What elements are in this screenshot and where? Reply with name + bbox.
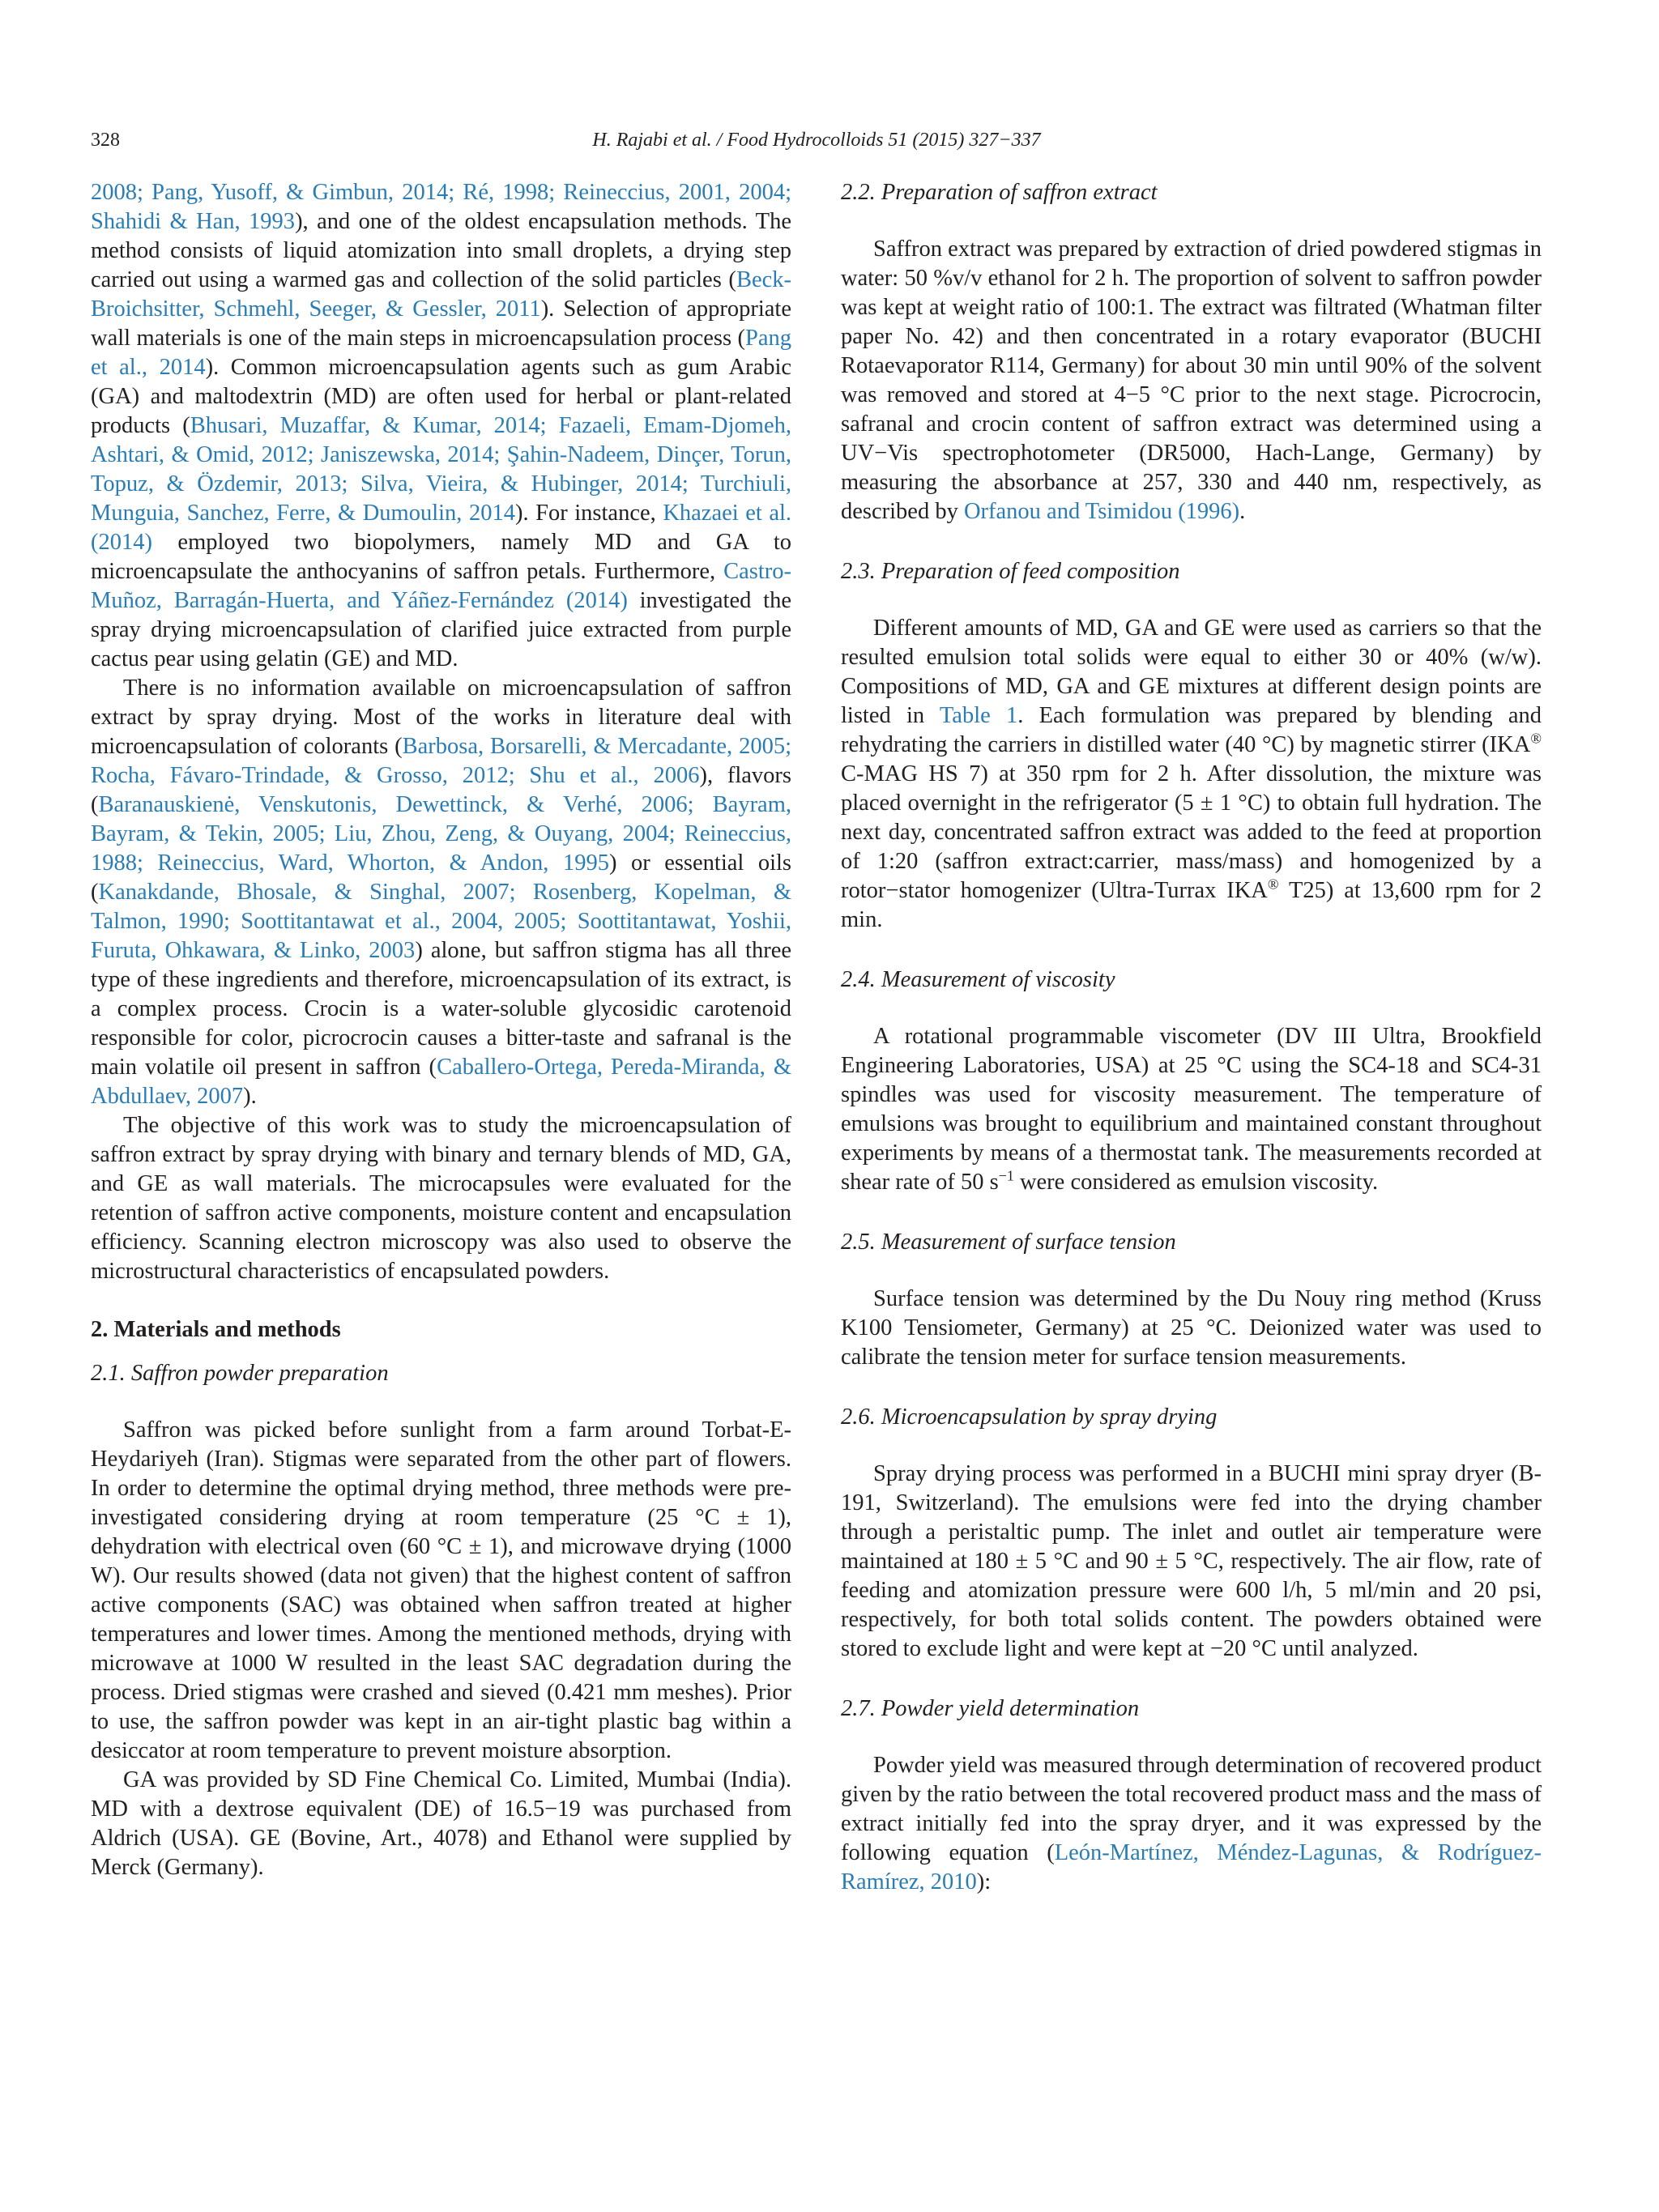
subsection-heading: 2.4. Measurement of viscosity [841, 967, 1115, 992]
page-header [91, 130, 1542, 159]
subsection-heading: 2.3. Preparation of feed composition [841, 559, 1180, 584]
citation-link[interactable]: Baranauskienė, Venskutonis, Dewettinck, & Verhé, 2006; Bayram, Bayram, & Tekin, 2005; Liu, Zhou, Zeng, & Ouyang, 2004; Reineccius, 1988; Reineccius, Ward, Whorton, & Andon, 1995 [91, 792, 791, 876]
body-paragraph: Powder yield was measured through determination of recovered product given by the ratio between the total recovered product mass and the mass of extract initially fed into the spray dryer, and it was expressed by the following equation (León-Martínez, Méndez-Lagunas, & Rodríguez-Ramírez, 2010): [841, 1753, 1542, 1894]
registered-mark: ® [1530, 730, 1542, 747]
intro-paragraph-1: 2008; Pang, Yusoff, & Gimbun, 2014; Ré, 1998; Reineccius, 2001, 2004; Shahidi & Han, 1993), and one of the oldest encapsulation methods. The method consists of liquid atomization into small droplets, a drying step carried out using a warmed gas and collection of the solid particles (Beck-Broichsitter, Schmehl, Seeger, & Gessler, 2011). Selection of appropriate wall materials is one of the main steps in microencapsulation process (Pang et al., 2014). Common microencapsulation agents such as gum Arabic (GA) and maltodextrin (MD) are often used for herbal or plant-related products (Bhusari, Muzaffar, & Kumar, 2014; Fazaeli, Emam-Djomeh, Ashtari, & Omid, 2012; Janiszewska, 2014; Şahin-Nadeem, Dinçer, Torun, Topuz, & Özdemir, 2013; Silva, Vieira, & Hubinger, 2014; Turchiuli, Munguia, Sanchez, Ferre, & Dumoulin, 2014). For instance, Khazaei et al. (2014) employed two biopolymers, namely MD and GA to microencapsulate the anthocyanins of saffron petals. Furthermore, Castro-Muñoz, Barragán-Huerta, and Yáñez-Fernández (2014) investigated the spray drying microencapsulation of clarified juice extracted from purple cactus pear using gelatin (GE) and MD. [91, 180, 792, 671]
page-number: 328 [91, 130, 120, 151]
citation-link[interactable]: Caballero-Ortega, Pereda-Miranda, & Abdullaev, 2007 [91, 1055, 791, 1109]
citation-link[interactable]: Kanakdande, Bhosale, & Singhal, 2007; Rosenberg, Kopelman, & Talmon, 1990; Soottitantawat et al., 2004, 2005; Soottitantawat, Yoshii, Furuta, Ohkawara, & Linko, 2003 [91, 880, 791, 963]
intro-paragraph-2: There is no information available on microencapsulation of saffron extract by spray drying. Most of the works in literature deal with microencapsulation of colorants (Barbosa, Borsarelli, & Mercadante, 2005; Rocha, Fávaro-Trindade, & Grosso, 2012; Shu et al., 2006), flavors (Baranauskienė, Venskutonis, Dewettinck, & Verhé, 2006; Bayram, Bayram, & Tekin, 2005; Liu, Zhou, Zeng, & Ouyang, 2004; Reineccius, 1988; Reineccius, Ward, Whorton, & Andon, 1995) or essential oils (Kanakdande, Bhosale, & Singhal, 2007; Rosenberg, Kopelman, & Talmon, 1990; Soottitantawat et al., 2004, 2005; Soottitantawat, Yoshii, Furuta, Ohkawara, & Linko, 2003) alone, but saffron stigma has all three type of these ingredients and therefore, microencapsulation of its extract, is a complex process. Crocin is a water-soluble glycosidic carotenoid responsible for color, picrocrocin causes a bitter-taste and safranal is the main volatile oil present in saffron (Caballero-Ortega, Pereda-Miranda, & Abdullaev, 2007). [91, 676, 792, 1109]
subsection-heading: 2.6. Microencapsulation by spray drying [841, 1404, 1218, 1430]
citation-link[interactable]: Barbosa, Borsarelli, & Mercadante, 2005; Rocha, Fávaro-Trindade, & Grosso, 2012; Shu et al., 2006 [91, 734, 791, 788]
citation-link[interactable]: Pang et al., 2014 [91, 326, 791, 380]
citation-link[interactable]: Castro-Muñoz, Barragán-Huerta, and Yáñez-Fernández (2014) [91, 559, 791, 613]
exponent: −1 [998, 1167, 1014, 1184]
body-paragraph: Different amounts of MD, GA and GE were used as carriers so that the resulted emulsion total solids were equal to either 30 or 40% (w/w). Compositions of MD, GA and GE mixtures at different design points are listed in Table 1. Each formulation was prepared by blending and rehydrating the carriers in distilled water (40 °C) by magnetic stirrer (IKA® C-MAG HS 7) at 350 rpm for 2 h. After dissolution, the mixture was placed overnight in the refrigerator (5 ± 1 °C) to obtain full hydration. The next day, concentrated saffron extract was added to the feed at proportion of 1:20 (saffron extract:carrier, mass/mass) and homogenized by a rotor−stator homogenizer (Ultra-Turrax IKA® T25) at 13,600 rpm for 2 min. [841, 616, 1542, 932]
citation-link[interactable]: Bhusari, Muzaffar, & Kumar, 2014; Fazaeli, Emam-Djomeh, Ashtari, & Omid, 2012; Janiszewska, 2014; Şahin-Nadeem, Dinçer, Torun, Topuz, & Özdemir, 2013; Silva, Vieira, & Hubinger, 2014; Turchiuli, Munguia, Sanchez, Ferre, & Dumoulin, 2014 [91, 413, 791, 526]
subsection-heading: 2.1. Saffron powder preparation [91, 1361, 389, 1386]
subsection-heading: 2.7. Powder yield determination [841, 1696, 1140, 1721]
right-column [841, 178, 1542, 1897]
body-paragraph: Spray drying process was performed in a BUCHI mini spray dryer (B-191, Switzerland). The emulsions were fed into the drying chamber through a peristaltic pump. The inlet and outlet air temperature were maintained at 180 ± 5 °C and 90 ± 5 °C, respectively. The air flow, rate of feeding and atomization pressure were 600 l/h, 5 ml/min and 20 psi, respectively, for both total solids content. The powders obtained were stored to exclude light and were kept at −20 °C until analyzed. [841, 1461, 1542, 1661]
body-paragraph: A rotational programmable viscometer (DV III Ultra, Brookfield Engineering Laboratories, USA) at 25 °C using the SC4-18 and SC4-31 spindles was used for viscosity measurement. The temperature of emulsions was brought to equilibrium and maintained constant throughout experiments by means of a thermostat tank. The measurements recorded at shear rate of 50 $s^{-1}$ were considered as emulsion viscosity. [841, 1024, 1542, 1195]
running-title: H. Rajabi et al. / Food Hydrocolloids 51 (2015) 327−337 [592, 130, 1041, 151]
subsection-heading: 2.2. Preparation of saffron extract [841, 180, 1158, 205]
citation-link[interactable]: León-Martínez, Méndez-Lagunas, & Rodríguez-Ramírez, 2010 [841, 1840, 1542, 1894]
subsection-heading: 2.5. Measurement of surface tension [841, 1230, 1176, 1255]
section-heading: 2. Materials and methods [91, 1317, 341, 1342]
registered-mark: ® [1267, 876, 1279, 893]
citation-link[interactable]: 2008; Pang, Yusoff, & Gimbun, 2014; Ré, 1998; Reineccius, 2001, 2004; Shahidi & Han, 1993 [91, 180, 791, 234]
body-paragraph: Saffron extract was prepared by extraction of dried powdered stigmas in water: 50 %v/v ethanol for 2 h. The proportion of solvent to saffron powder was kept at weight ratio of 100:1. The extract was filtrated (Whatman filter paper No. 42) and then concentrated in a rotary evaporator (BUCHI Rotaevaporator R114, Germany) for about 30 min until 90% of the solvent was removed and stored at 4−5 °C prior to the next stage. Picrocrocin, safranal and crocin content of saffron extract was determined using a UV−Vis spectrophotometer (DR5000, Hach-Lange, Germany) by measuring the absorbance at 257, 330 and 440 nm, respectively, as described by Orfanou and Tsimidou (1996). [841, 237, 1542, 524]
table-link[interactable]: Table 1 [939, 703, 1018, 728]
left-column [91, 178, 791, 1882]
body-paragraph: Saffron was picked before sunlight from a farm around Torbat-E-Heydariyeh (Iran). Stigmas were separated from the other part of flowers. In order to determine the optimal drying method, three methods were pre-investigated considering drying at room temperature (25 °C ± 1), dehydration with electrical oven (60 °C ± 1), and microwave drying (1000 W). Our results showed (data not given) that the highest content of saffron active components (SAC) was obtained when saffron treated at higher temperatures and lower times. Among the mentioned methods, drying with microwave at 1000 W resulted in the least SAC degradation during the process. Dried stigmas were crashed and sieved (0.421 mm meshes). Prior to use, the saffron powder was kept in an air-tight plastic bag within a desiccator at room temperature to prevent moisture absorption. [91, 1417, 791, 1763]
citation-link[interactable]: Beck-Broichsitter, Schmehl, Seeger, & Gessler, 2011 [91, 267, 791, 322]
citation-link[interactable]: Orfanou and Tsimidou (1996) [963, 499, 1240, 524]
intro-paragraph-3: The objective of this work was to study the microencapsulation of saffron extract by spray drying with binary and ternary blends of MD, GA, and GE as wall materials. The microcapsules were evaluated for the retention of saffron active components, moisture content and encapsulation efficiency. Scanning electron microscopy was also used to observe the microstructural characteristics of encapsulated powders. [91, 1113, 791, 1284]
citation-link[interactable]: Khazaei et al. (2014) [91, 501, 792, 555]
body-paragraph: GA was provided by SD Fine Chemical Co. Limited, Mumbai (India). MD with a dextrose equivalent (DE) of 16.5−19 was purchased from Aldrich (USA). GE (Bovine, Art., 4078) and Ethanol were supplied by Merck (Germany). [91, 1767, 791, 1880]
body-paragraph: Surface tension was determined by the Du Nouy ring method (Kruss K100 Tensiometer, Germany) at 25 °C. Deionized water was used to calibrate the tension meter for surface tension measurements. [841, 1286, 1542, 1370]
